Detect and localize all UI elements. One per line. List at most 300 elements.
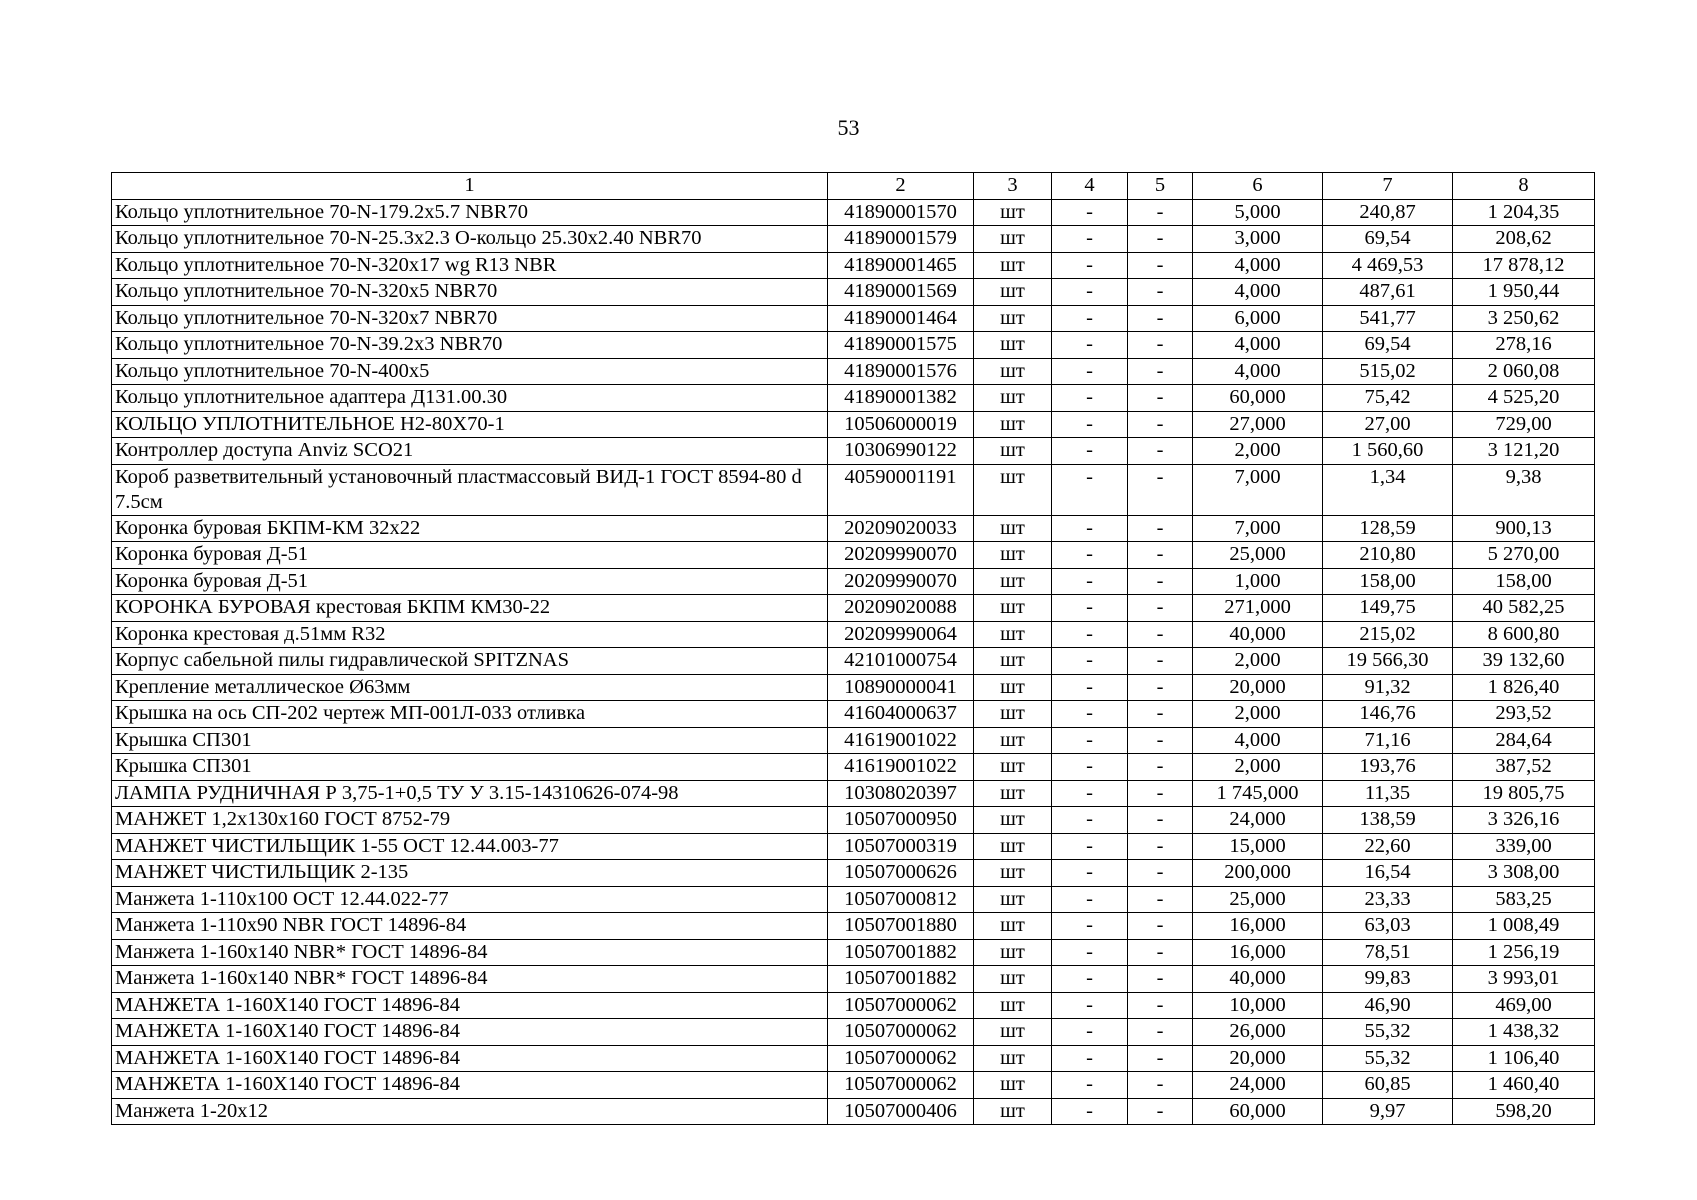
item-code-cell: 41890001575 — [828, 332, 974, 359]
quantity-cell: 26,000 — [1193, 1019, 1323, 1046]
unit-cell: шт — [974, 332, 1052, 359]
col5-cell: - — [1128, 674, 1193, 701]
table-row — [112, 939, 1595, 966]
col5-cell: - — [1128, 701, 1193, 728]
quantity-cell: 5,000 — [1193, 199, 1323, 226]
item-name-cell: Коронка буровая БКПМ-КМ 32х22 — [112, 515, 828, 542]
col5-cell: - — [1128, 1019, 1193, 1046]
price-cell: 138,59 — [1323, 807, 1453, 834]
table-row — [112, 754, 1595, 781]
table-row — [112, 833, 1595, 860]
unit-cell: шт — [974, 674, 1052, 701]
column-header: 5 — [1128, 173, 1193, 200]
col4-cell: - — [1052, 966, 1128, 993]
sum-cell: 1 460,40 — [1453, 1072, 1595, 1099]
sum-cell: 3 250,62 — [1453, 305, 1595, 332]
quantity-cell: 15,000 — [1193, 833, 1323, 860]
unit-cell: шт — [974, 807, 1052, 834]
col4-cell: - — [1052, 621, 1128, 648]
price-cell: 69,54 — [1323, 332, 1453, 359]
col5-cell: - — [1128, 727, 1193, 754]
item-code-cell: 10506000019 — [828, 411, 974, 438]
item-name-cell: Кольцо уплотнительное 70-N-320x17 wg R13 NBR — [112, 252, 828, 279]
item-code-cell: 10507000062 — [828, 992, 974, 1019]
item-code-cell: 10507000406 — [828, 1098, 974, 1125]
column-header: 3 — [974, 173, 1052, 200]
table-row — [112, 674, 1595, 701]
table-row — [112, 252, 1595, 279]
price-cell: 515,02 — [1323, 358, 1453, 385]
price-cell: 23,33 — [1323, 886, 1453, 913]
price-cell: 4 469,53 — [1323, 252, 1453, 279]
price-cell: 71,16 — [1323, 727, 1453, 754]
col5-cell: - — [1128, 621, 1193, 648]
col5-cell: - — [1128, 542, 1193, 569]
table-row — [112, 332, 1595, 359]
col5-cell: - — [1128, 595, 1193, 622]
item-name-cell: Крепление металлическое Ø63мм — [112, 674, 828, 701]
unit-cell: шт — [974, 648, 1052, 675]
sum-cell: 729,00 — [1453, 411, 1595, 438]
col5-cell: - — [1128, 438, 1193, 465]
quantity-cell: 3,000 — [1193, 226, 1323, 253]
item-code-cell: 20209990070 — [828, 568, 974, 595]
col5-cell: - — [1128, 385, 1193, 412]
inventory-table — [111, 172, 1595, 1125]
col5-cell: - — [1128, 199, 1193, 226]
unit-cell: шт — [974, 701, 1052, 728]
col4-cell: - — [1052, 411, 1128, 438]
quantity-cell: 1,000 — [1193, 568, 1323, 595]
table-row — [112, 305, 1595, 332]
quantity-cell: 4,000 — [1193, 279, 1323, 306]
unit-cell: шт — [974, 515, 1052, 542]
item-name-cell: Крышка СП301 — [112, 727, 828, 754]
table-row — [112, 807, 1595, 834]
item-name-cell: Короб разветвительный установочный пластмассовый ВИД-1 ГОСТ 8594-80 d 7.5см — [112, 464, 828, 515]
sum-cell: 8 600,80 — [1453, 621, 1595, 648]
sum-cell: 1 826,40 — [1453, 674, 1595, 701]
item-code-cell: 42101000754 — [828, 648, 974, 675]
unit-cell: шт — [974, 992, 1052, 1019]
unit-cell: шт — [974, 754, 1052, 781]
quantity-cell: 1 745,000 — [1193, 780, 1323, 807]
col4-cell: - — [1052, 807, 1128, 834]
sum-cell: 5 270,00 — [1453, 542, 1595, 569]
sum-cell: 19 805,75 — [1453, 780, 1595, 807]
price-cell: 149,75 — [1323, 595, 1453, 622]
price-cell: 146,76 — [1323, 701, 1453, 728]
item-name-cell: МАНЖЕТ 1,2х130х160 ГОСТ 8752-79 — [112, 807, 828, 834]
sum-cell: 1 256,19 — [1453, 939, 1595, 966]
col5-cell: - — [1128, 992, 1193, 1019]
item-code-cell: 41619001022 — [828, 727, 974, 754]
unit-cell: шт — [974, 385, 1052, 412]
item-code-cell: 41890001382 — [828, 385, 974, 412]
price-cell: 1,34 — [1323, 464, 1453, 515]
col4-cell: - — [1052, 199, 1128, 226]
price-cell: 75,42 — [1323, 385, 1453, 412]
unit-cell: шт — [974, 438, 1052, 465]
unit-cell: шт — [974, 305, 1052, 332]
unit-cell: шт — [974, 568, 1052, 595]
item-name-cell: Коронка буровая Д-51 — [112, 568, 828, 595]
col5-cell: - — [1128, 913, 1193, 940]
sum-cell: 3 993,01 — [1453, 966, 1595, 993]
item-name-cell: Кольцо уплотнительное 70-N-179.2x5.7 NBR70 — [112, 199, 828, 226]
price-cell: 69,54 — [1323, 226, 1453, 253]
price-cell: 19 566,30 — [1323, 648, 1453, 675]
col4-cell: - — [1052, 385, 1128, 412]
sum-cell: 17 878,12 — [1453, 252, 1595, 279]
quantity-cell: 24,000 — [1193, 807, 1323, 834]
col5-cell: - — [1128, 1098, 1193, 1125]
table-row — [112, 438, 1595, 465]
sum-cell: 293,52 — [1453, 701, 1595, 728]
col4-cell: - — [1052, 542, 1128, 569]
item-code-cell: 10890000041 — [828, 674, 974, 701]
col5-cell: - — [1128, 1072, 1193, 1099]
price-cell: 16,54 — [1323, 860, 1453, 887]
price-cell: 11,35 — [1323, 780, 1453, 807]
column-header: 4 — [1052, 173, 1128, 200]
price-cell: 55,32 — [1323, 1045, 1453, 1072]
item-code-cell: 10308020397 — [828, 780, 974, 807]
col4-cell: - — [1052, 833, 1128, 860]
unit-cell: шт — [974, 780, 1052, 807]
item-code-cell: 10306990122 — [828, 438, 974, 465]
unit-cell: шт — [974, 1098, 1052, 1125]
sum-cell: 469,00 — [1453, 992, 1595, 1019]
quantity-cell: 2,000 — [1193, 648, 1323, 675]
sum-cell: 208,62 — [1453, 226, 1595, 253]
col4-cell: - — [1052, 358, 1128, 385]
col5-cell: - — [1128, 252, 1193, 279]
item-code-cell: 41890001570 — [828, 199, 974, 226]
col4-cell: - — [1052, 780, 1128, 807]
unit-cell: шт — [974, 860, 1052, 887]
unit-cell: шт — [974, 542, 1052, 569]
item-name-cell: Кольцо уплотнительное 70-N-320x7 NBR70 — [112, 305, 828, 332]
item-code-cell: 10507001880 — [828, 913, 974, 940]
column-header: 2 — [828, 173, 974, 200]
price-cell: 22,60 — [1323, 833, 1453, 860]
col4-cell: - — [1052, 332, 1128, 359]
price-cell: 210,80 — [1323, 542, 1453, 569]
item-name-cell: Коронка буровая Д-51 — [112, 542, 828, 569]
quantity-cell: 25,000 — [1193, 542, 1323, 569]
quantity-cell: 60,000 — [1193, 1098, 1323, 1125]
col5-cell: - — [1128, 807, 1193, 834]
unit-cell: шт — [974, 939, 1052, 966]
unit-cell: шт — [974, 727, 1052, 754]
quantity-cell: 271,000 — [1193, 595, 1323, 622]
table-row — [112, 464, 1595, 515]
col4-cell: - — [1052, 648, 1128, 675]
item-code-cell: 10507001882 — [828, 939, 974, 966]
item-code-cell: 41890001576 — [828, 358, 974, 385]
table-row — [112, 701, 1595, 728]
sum-cell: 1 106,40 — [1453, 1045, 1595, 1072]
item-code-cell: 41890001579 — [828, 226, 974, 253]
item-name-cell: Контроллер доступа Anviz SCO21 — [112, 438, 828, 465]
table-row — [112, 780, 1595, 807]
col4-cell: - — [1052, 992, 1128, 1019]
table-row — [112, 992, 1595, 1019]
col4-cell: - — [1052, 568, 1128, 595]
table-row — [112, 1098, 1595, 1125]
price-cell: 63,03 — [1323, 913, 1453, 940]
unit-cell: шт — [974, 1072, 1052, 1099]
price-cell: 487,61 — [1323, 279, 1453, 306]
sum-cell: 278,16 — [1453, 332, 1595, 359]
table-row — [112, 595, 1595, 622]
col5-cell: - — [1128, 939, 1193, 966]
col4-cell: - — [1052, 860, 1128, 887]
col5-cell: - — [1128, 886, 1193, 913]
item-name-cell: Крышка на ось СП-202 чертеж МП-001Л-033 отливка — [112, 701, 828, 728]
sum-cell: 583,25 — [1453, 886, 1595, 913]
col4-cell: - — [1052, 226, 1128, 253]
col5-cell: - — [1128, 332, 1193, 359]
quantity-cell: 2,000 — [1193, 754, 1323, 781]
table-row — [112, 568, 1595, 595]
quantity-cell: 40,000 — [1193, 621, 1323, 648]
column-header: 8 — [1453, 173, 1595, 200]
quantity-cell: 27,000 — [1193, 411, 1323, 438]
quantity-cell: 25,000 — [1193, 886, 1323, 913]
sum-cell: 158,00 — [1453, 568, 1595, 595]
item-code-cell: 10507000062 — [828, 1045, 974, 1072]
item-code-cell: 41890001465 — [828, 252, 974, 279]
item-code-cell: 10507000062 — [828, 1019, 974, 1046]
quantity-cell: 16,000 — [1193, 913, 1323, 940]
col4-cell: - — [1052, 727, 1128, 754]
sum-cell: 1 438,32 — [1453, 1019, 1595, 1046]
col4-cell: - — [1052, 674, 1128, 701]
unit-cell: шт — [974, 199, 1052, 226]
item-name-cell: МАНЖЕТА 1-160Х140 ГОСТ 14896-84 — [112, 1045, 828, 1072]
sum-cell: 3 121,20 — [1453, 438, 1595, 465]
unit-cell: шт — [974, 1045, 1052, 1072]
item-code-cell: 10507000812 — [828, 886, 974, 913]
col5-cell: - — [1128, 411, 1193, 438]
quantity-cell: 60,000 — [1193, 385, 1323, 412]
sum-cell: 9,38 — [1453, 464, 1595, 515]
sum-cell: 1 204,35 — [1453, 199, 1595, 226]
unit-cell: шт — [974, 252, 1052, 279]
sum-cell: 1 950,44 — [1453, 279, 1595, 306]
unit-cell: шт — [974, 411, 1052, 438]
price-cell: 78,51 — [1323, 939, 1453, 966]
sum-cell: 3 308,00 — [1453, 860, 1595, 887]
col4-cell: - — [1052, 1072, 1128, 1099]
item-name-cell: Кольцо уплотнительное адаптера Д131.00.30 — [112, 385, 828, 412]
unit-cell: шт — [974, 1019, 1052, 1046]
quantity-cell: 4,000 — [1193, 727, 1323, 754]
col5-cell: - — [1128, 305, 1193, 332]
unit-cell: шт — [974, 279, 1052, 306]
item-name-cell: Манжета 1-160х140 NBR* ГОСТ 14896-84 — [112, 939, 828, 966]
sum-cell: 4 525,20 — [1453, 385, 1595, 412]
item-name-cell: Коронка крестовая д.51мм R32 — [112, 621, 828, 648]
quantity-cell: 7,000 — [1193, 515, 1323, 542]
col4-cell: - — [1052, 595, 1128, 622]
table-row — [112, 279, 1595, 306]
col4-cell: - — [1052, 754, 1128, 781]
item-name-cell: Манжета 1-110х90 NBR ГОСТ 14896-84 — [112, 913, 828, 940]
item-name-cell: Корпус сабельной пилы гидравлической SPITZNAS — [112, 648, 828, 675]
price-cell: 193,76 — [1323, 754, 1453, 781]
col4-cell: - — [1052, 252, 1128, 279]
item-code-cell: 20209020088 — [828, 595, 974, 622]
sum-cell: 598,20 — [1453, 1098, 1595, 1125]
price-cell: 158,00 — [1323, 568, 1453, 595]
sum-cell: 3 326,16 — [1453, 807, 1595, 834]
price-cell: 1 560,60 — [1323, 438, 1453, 465]
col4-cell: - — [1052, 701, 1128, 728]
item-code-cell: 20209020033 — [828, 515, 974, 542]
unit-cell: шт — [974, 913, 1052, 940]
item-name-cell: МАНЖЕТА 1-160Х140 ГОСТ 14896-84 — [112, 1019, 828, 1046]
price-cell: 215,02 — [1323, 621, 1453, 648]
item-code-cell: 10507000062 — [828, 1072, 974, 1099]
item-code-cell: 10507001882 — [828, 966, 974, 993]
table-row — [112, 542, 1595, 569]
table-row — [112, 1019, 1595, 1046]
item-name-cell: Манжета 1-110х100 ОСТ 12.44.022-77 — [112, 886, 828, 913]
col4-cell: - — [1052, 913, 1128, 940]
col4-cell: - — [1052, 939, 1128, 966]
item-name-cell: КОЛЬЦО УПЛОТНИТЕЛЬНОЕ Н2-80Х70-1 — [112, 411, 828, 438]
item-name-cell: МАНЖЕТ ЧИСТИЛЬЩИК 1-55 ОСТ 12.44.003-77 — [112, 833, 828, 860]
table-row — [112, 385, 1595, 412]
quantity-cell: 40,000 — [1193, 966, 1323, 993]
col5-cell: - — [1128, 358, 1193, 385]
item-name-cell: Крышка СП301 — [112, 754, 828, 781]
table-row — [112, 966, 1595, 993]
col4-cell: - — [1052, 438, 1128, 465]
quantity-cell: 2,000 — [1193, 701, 1323, 728]
unit-cell: шт — [974, 595, 1052, 622]
quantity-cell: 16,000 — [1193, 939, 1323, 966]
sum-cell: 39 132,60 — [1453, 648, 1595, 675]
item-code-cell: 40590001191 — [828, 464, 974, 515]
item-code-cell: 41619001022 — [828, 754, 974, 781]
sum-cell: 1 008,49 — [1453, 913, 1595, 940]
item-code-cell: 10507000319 — [828, 833, 974, 860]
table-row — [112, 1072, 1595, 1099]
col4-cell: - — [1052, 305, 1128, 332]
table-row — [112, 199, 1595, 226]
item-code-cell: 41604000637 — [828, 701, 974, 728]
item-name-cell: ЛАМПА РУДНИЧНАЯ Р 3,75-1+0,5 ТУ У 3.15-14310626-074-98 — [112, 780, 828, 807]
column-header: 6 — [1193, 173, 1323, 200]
quantity-cell: 20,000 — [1193, 674, 1323, 701]
col5-cell: - — [1128, 279, 1193, 306]
sum-cell: 2 060,08 — [1453, 358, 1595, 385]
col5-cell: - — [1128, 860, 1193, 887]
item-code-cell: 10507000950 — [828, 807, 974, 834]
item-code-cell: 41890001569 — [828, 279, 974, 306]
unit-cell: шт — [974, 621, 1052, 648]
sum-cell: 284,64 — [1453, 727, 1595, 754]
price-cell: 9,97 — [1323, 1098, 1453, 1125]
quantity-cell: 6,000 — [1193, 305, 1323, 332]
quantity-cell: 7,000 — [1193, 464, 1323, 515]
table-row — [112, 621, 1595, 648]
col5-cell: - — [1128, 464, 1193, 515]
table-body — [112, 199, 1595, 1125]
item-code-cell: 10507000626 — [828, 860, 974, 887]
quantity-cell: 4,000 — [1193, 252, 1323, 279]
item-code-cell: 41890001464 — [828, 305, 974, 332]
quantity-cell: 4,000 — [1193, 358, 1323, 385]
item-code-cell: 20209990064 — [828, 621, 974, 648]
item-name-cell: Манжета 1-160х140 NBR* ГОСТ 14896-84 — [112, 966, 828, 993]
column-header: 1 — [112, 173, 828, 200]
sum-cell: 40 582,25 — [1453, 595, 1595, 622]
col4-cell: - — [1052, 886, 1128, 913]
item-name-cell: Кольцо уплотнительное 70-N-400x5 — [112, 358, 828, 385]
quantity-cell: 10,000 — [1193, 992, 1323, 1019]
sum-cell: 900,13 — [1453, 515, 1595, 542]
table-header-row — [112, 173, 1595, 200]
table-row — [112, 226, 1595, 253]
unit-cell: шт — [974, 226, 1052, 253]
price-cell: 240,87 — [1323, 199, 1453, 226]
item-name-cell: МАНЖЕТА 1-160Х140 ГОСТ 14896-84 — [112, 992, 828, 1019]
col4-cell: - — [1052, 1098, 1128, 1125]
col4-cell: - — [1052, 464, 1128, 515]
col5-cell: - — [1128, 1045, 1193, 1072]
column-header: 7 — [1323, 173, 1453, 200]
item-name-cell: Кольцо уплотнительное 70-N-320x5 NBR70 — [112, 279, 828, 306]
table-row — [112, 913, 1595, 940]
price-cell: 99,83 — [1323, 966, 1453, 993]
unit-cell: шт — [974, 464, 1052, 515]
price-cell: 541,77 — [1323, 305, 1453, 332]
table-row — [112, 411, 1595, 438]
unit-cell: шт — [974, 886, 1052, 913]
item-name-cell: МАНЖЕТ ЧИСТИЛЬЩИК 2-135 — [112, 860, 828, 887]
table-row — [112, 860, 1595, 887]
quantity-cell: 20,000 — [1193, 1045, 1323, 1072]
unit-cell: шт — [974, 358, 1052, 385]
sum-cell: 387,52 — [1453, 754, 1595, 781]
item-code-cell: 20209990070 — [828, 542, 974, 569]
col5-cell: - — [1128, 966, 1193, 993]
table-row — [112, 1045, 1595, 1072]
table-row — [112, 886, 1595, 913]
unit-cell: шт — [974, 833, 1052, 860]
item-name-cell: Кольцо уплотнительное 70-N-39.2x3 NBR70 — [112, 332, 828, 359]
col5-cell: - — [1128, 568, 1193, 595]
price-cell: 91,32 — [1323, 674, 1453, 701]
table-row — [112, 727, 1595, 754]
price-cell: 46,90 — [1323, 992, 1453, 1019]
quantity-cell: 200,000 — [1193, 860, 1323, 887]
item-name-cell: Кольцо уплотнительное 70-N-25.3x2.3 O-кольцо 25.30x2.40 NBR70 — [112, 226, 828, 253]
col5-cell: - — [1128, 515, 1193, 542]
item-name-cell: КОРОНКА БУРОВАЯ крестовая БКПМ КМ30-22 — [112, 595, 828, 622]
col4-cell: - — [1052, 279, 1128, 306]
col5-cell: - — [1128, 754, 1193, 781]
unit-cell: шт — [974, 966, 1052, 993]
quantity-cell: 4,000 — [1193, 332, 1323, 359]
col4-cell: - — [1052, 1045, 1128, 1072]
col4-cell: - — [1052, 1019, 1128, 1046]
